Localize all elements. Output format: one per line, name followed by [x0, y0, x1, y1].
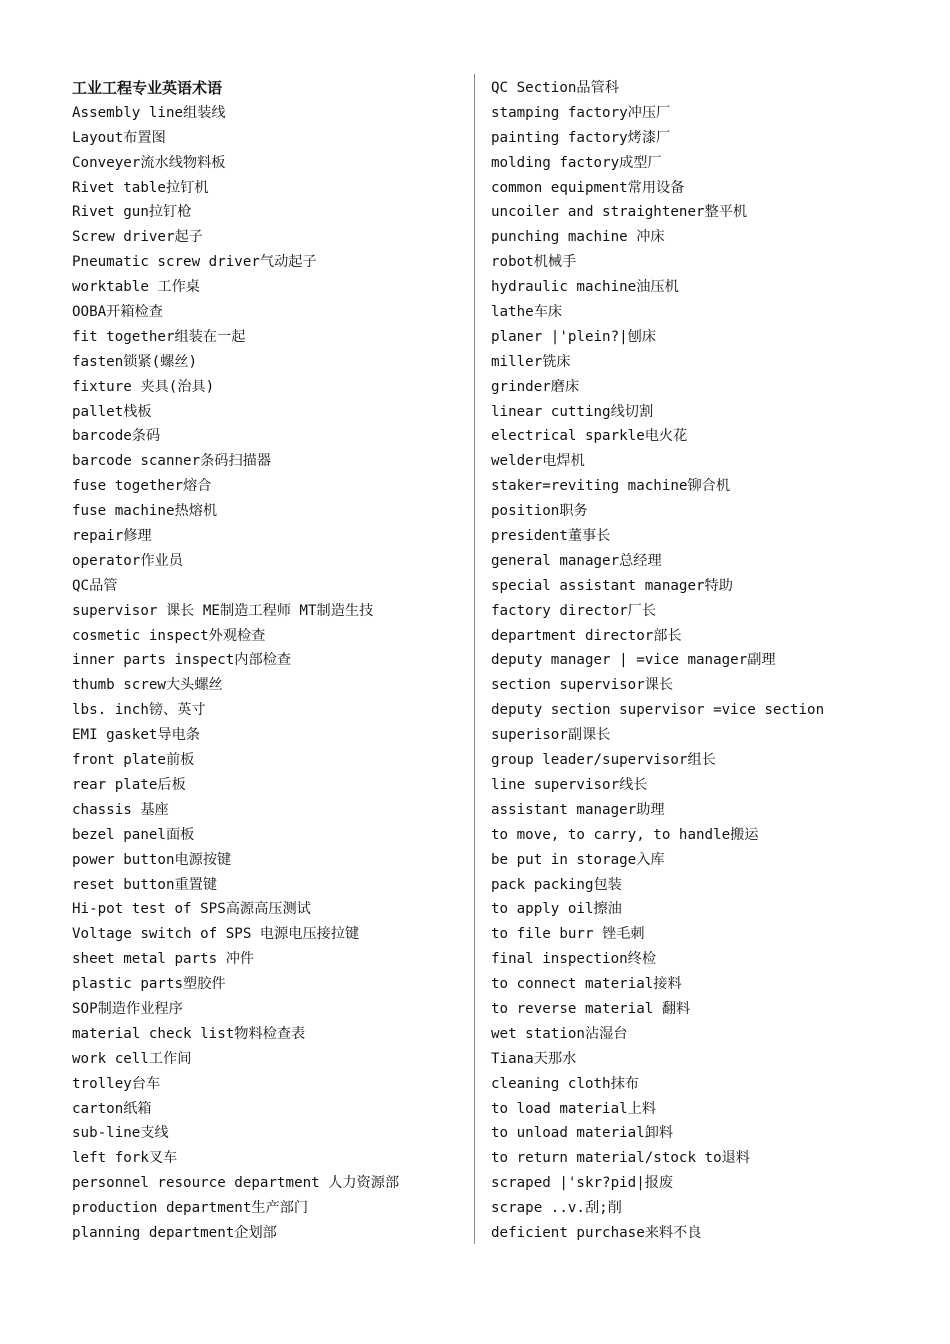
term-line: special assistant manager特助	[491, 577, 733, 594]
term-line: inner parts inspect内部检查	[72, 652, 292, 669]
term-line: deputy manager | =vice manager副理	[491, 652, 776, 669]
term-line: common equipment常用设备	[491, 179, 685, 196]
term-line: front plate前板	[72, 752, 195, 769]
term-line: scraped |'skr?pid|报废	[491, 1175, 674, 1192]
term-line: president董事长	[491, 528, 611, 545]
term-line: barcode条码	[72, 428, 161, 445]
term-line: trolley台车	[72, 1075, 161, 1092]
term-line: robot机械手	[491, 254, 577, 271]
term-line: QC Section品管科	[491, 80, 619, 96]
term-line: staker=reviting machine铆合机	[491, 478, 731, 495]
term-line: to apply oil擦油	[491, 901, 622, 918]
term-line: factory director厂长	[491, 602, 657, 619]
term-line: rear plate后板	[72, 776, 186, 793]
term-line: general manager总经理	[491, 552, 662, 569]
term-line: EMI gasket导电条	[72, 727, 200, 744]
term-line: department director部长	[491, 627, 682, 644]
term-line: to file burr 锉毛刺	[491, 926, 645, 943]
term-line: lathe车床	[491, 304, 563, 321]
term-line: molding factory成型厂	[491, 154, 662, 171]
term-line: worktable 工作桌	[72, 279, 200, 296]
term-line: cosmetic inspect外观检查	[72, 627, 266, 644]
term-line: position职务	[491, 503, 588, 520]
term-line: final inspection终检	[491, 951, 657, 968]
term-line: material check list物料检查表	[72, 1025, 306, 1042]
term-line: fuse together熔合	[72, 478, 212, 495]
term-line: lbs. inch镑、英寸	[72, 702, 206, 719]
term-line: pallet栈板	[72, 403, 152, 420]
term-line: supervisor 课长 ME制造工程师 MT制造生技	[72, 602, 374, 619]
term-line: Assembly line组装线	[72, 104, 226, 121]
term-line: pack packing包装	[491, 876, 622, 893]
term-line: Screw driver起子	[72, 229, 203, 246]
term-line: hydraulic machine油压机	[491, 279, 679, 296]
term-line: fuse machine热熔机	[72, 503, 218, 520]
term-line: to return material/stock to退料	[491, 1150, 750, 1167]
left-column	[72, 76, 467, 1246]
term-line: grinder磨床	[491, 378, 580, 395]
term-line: barcode scanner条码扫描器	[72, 453, 272, 470]
term-line: sub-line支线	[72, 1125, 169, 1142]
term-line: welder电焊机	[491, 453, 585, 470]
term-line: miller铣床	[491, 353, 571, 370]
term-line: superisor副课长	[491, 727, 611, 744]
term-line: Layout布置图	[72, 129, 166, 146]
term-line: scrape ..v.刮;削	[491, 1200, 622, 1217]
term-line: production department生产部门	[72, 1200, 309, 1217]
term-line: personnel resource department 人力资源部	[72, 1175, 400, 1192]
term-line: Voltage switch of SPS 电源电压接拉键	[72, 926, 360, 943]
term-line: bezel panel面板	[72, 826, 195, 843]
term-line: group leader/supervisor组长	[491, 752, 716, 769]
column-divider	[474, 74, 475, 1244]
term-line: assistant manager助理	[491, 801, 665, 818]
term-line: SOP制造作业程序	[72, 1000, 183, 1017]
term-line: Hi-pot test of SPS高源高压测试	[72, 901, 311, 918]
term-line: reset button重置键	[72, 876, 218, 893]
term-line: Rivet gun拉钉枪	[72, 204, 192, 221]
term-line: to reverse material 翻料	[491, 1000, 691, 1017]
term-line: planning department企划部	[72, 1224, 277, 1241]
term-line: uncoiler and straightener整平机	[491, 204, 748, 221]
term-line: Rivet table拉钉机	[72, 179, 209, 196]
term-line: QC品管	[72, 577, 118, 594]
term-line: Tiana天那水	[491, 1050, 577, 1067]
term-line: stamping factory冲压厂	[491, 104, 671, 121]
term-line: electrical sparkle电火花	[491, 428, 688, 445]
term-line: to connect material接料	[491, 976, 682, 993]
term-line: fasten锁紧(螺丝)	[72, 353, 198, 370]
term-line: operator作业员	[72, 552, 183, 569]
page-title: 工业工程专业英语术语	[72, 79, 223, 97]
term-line: be put in storage入库	[491, 851, 665, 868]
term-line: carton纸箱	[72, 1100, 152, 1117]
term-line: OOBA开箱检查	[72, 304, 163, 321]
term-line: sheet metal parts 冲件	[72, 951, 255, 968]
term-line: wet station沾湿台	[491, 1025, 628, 1042]
term-line: work cell工作间	[72, 1050, 192, 1067]
term-line: deficient purchase来料不良	[491, 1224, 702, 1241]
term-line: plastic parts塑胶件	[72, 976, 226, 993]
term-line: fit together组装在一起	[72, 328, 246, 345]
term-line: power button电源按键	[72, 851, 232, 868]
term-line: line supervisor线长	[491, 776, 648, 793]
term-line: repair修理	[72, 528, 152, 545]
term-line: left fork叉车	[72, 1150, 178, 1167]
term-line: deputy section supervisor =vice section	[491, 702, 825, 719]
right-column	[491, 76, 891, 1246]
term-line: fixture 夹具(治具)	[72, 378, 215, 395]
term-line: punching machine 冲床	[491, 229, 665, 246]
term-line: thumb screw大头螺丝	[72, 677, 223, 694]
term-line: section supervisor课长	[491, 677, 674, 694]
term-line: Pneumatic screw driver气动起子	[72, 254, 317, 271]
term-line: to move, to carry, to handle搬运	[491, 826, 759, 843]
term-line: chassis 基座	[72, 801, 169, 818]
term-line: Conveyer流水线物料板	[72, 154, 226, 171]
term-line: cleaning cloth抹布	[491, 1075, 639, 1092]
term-line: painting factory烤漆厂	[491, 129, 671, 146]
term-line: linear cutting线切割	[491, 403, 654, 420]
term-line: to unload material卸料	[491, 1125, 674, 1142]
term-line: planer |'plein?|刨床	[491, 328, 657, 345]
term-line: to load material上料	[491, 1100, 657, 1117]
